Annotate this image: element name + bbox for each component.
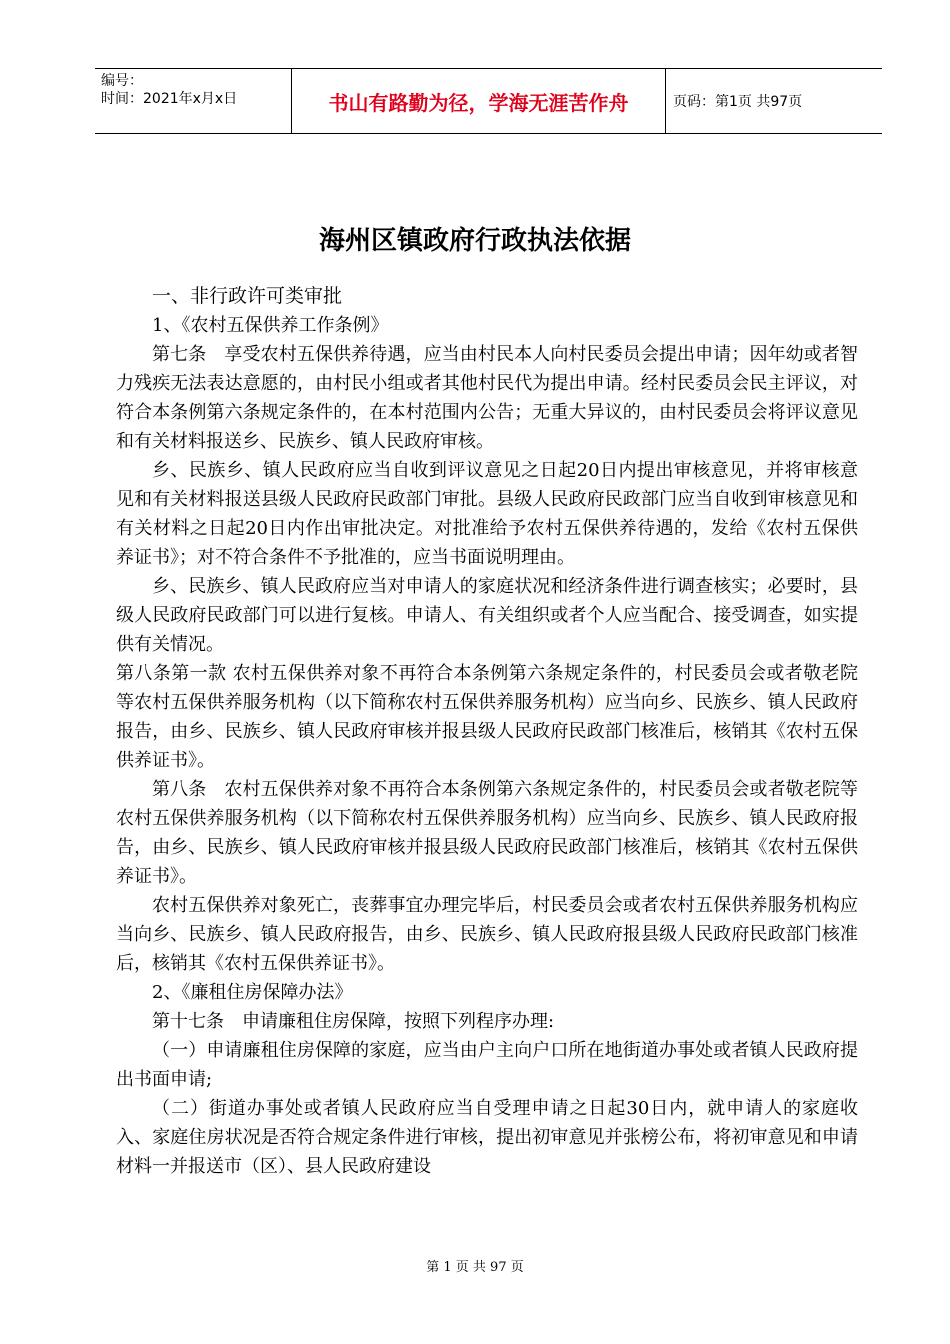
paragraph: 第八条 农村五保供养对象不再符合本条例第六条规定条件的，村民委员会或者敬老院等农村五保供养服务机构（以下简称农村五保供养服务机构）应当向乡、民族乡、镇人民政府报告，由乡、民族乡、镇人民政府审核并报县级人民政府民政部门核准后，核销其《农村五保供养证书》。: [116, 779, 858, 887]
header-divider: [665, 68, 666, 134]
header-page-info: 页码：第1页 共97页: [673, 94, 803, 110]
header-table: [95, 68, 882, 134]
serial-label: 编号：: [101, 73, 143, 89]
paragraph: 第七条 享受农村五保供养待遇，应当由村民本人向村民委员会提出申请；因年幼或者智力残疾无法表达意愿的，由村民小组或者其他村民代为提出申请。经村民委员会民主评议，对符合本条例第六条规定条件的，在本村范围内公告；无重大异议的，由村民委员会将评议意见和有关材料报送乡、民族乡、镇人民政府审核。: [116, 344, 858, 452]
header-motto: 书山有路勤为径，学海无涯苦作舟: [328, 90, 629, 115]
paragraph: 乡、民族乡、镇人民政府应当对申请人的家庭状况和经济条件进行调查核实；必要时，县级人民政府民政部门可以进行复核。申请人、有关组织或者个人应当配合、接受调查，如实提供有关情况。: [116, 576, 858, 655]
header-meta: [101, 72, 237, 108]
paragraph: 第十七条 申请廉租住房保障，按照下列程序办理:: [152, 1011, 555, 1032]
law-heading: 1、《农村五保供养工作条例》: [152, 315, 389, 336]
section-heading: 一、非行政许可类审批: [152, 285, 343, 307]
document-title: 海州区镇政府行政执法依据: [318, 226, 631, 256]
law-heading: 2、《廉租住房保障办法》: [152, 982, 353, 1003]
paragraph: （一）申请廉租住房保障的家庭，应当由户主向户口所在地街道办事处或者镇人民政府提出书面申请;: [116, 1040, 858, 1090]
page-footer: 第 1 页 共 97 页: [426, 1260, 524, 1275]
document-body: [116, 282, 858, 1181]
paragraph: （二）街道办事处或者镇人民政府应当自受理申请之日起30日内，就申请人的家庭收入、家庭住房状况是否符合规定条件进行审核，提出初审意见并张榜公布，将初审意见和申请材料一并报送市（区）、县人民政府建设: [116, 1098, 858, 1177]
time-label: 时间：2021年x月x日: [101, 91, 238, 107]
paragraph: 农村五保供养对象死亡，丧葬事宜办理完毕后，村民委员会或者农村五保供养服务机构应当向乡、民族乡、镇人民政府报告，由乡、民族乡、镇人民政府报县级人民政府民政部门核准后，核销其《农村五保供养证书》。: [116, 895, 858, 974]
paragraph: 第八条第一款 农村五保供养对象不再符合本条例第六条规定条件的，村民委员会或者敬老院等农村五保供养服务机构（以下简称农村五保供养服务机构）应当向乡、民族乡、镇人民政府报告，由乡、民族乡、镇人民政府审核并报县级人民政府民政部门核准后，核销其《农村五保供养证书》。: [116, 663, 858, 771]
paragraph: 乡、民族乡、镇人民政府应当自收到评议意见之日起20日内提出审核意见，并将审核意见和有关材料报送县级人民政府民政部门审批。县级人民政府民政部门应当自收到审核意见和有关材料之日起20日内作出审批决定。对批准给予农村五保供养待遇的，发给《农村五保供养证书》；对不符合条件不予批准的，应当书面说明理由。: [116, 460, 858, 568]
